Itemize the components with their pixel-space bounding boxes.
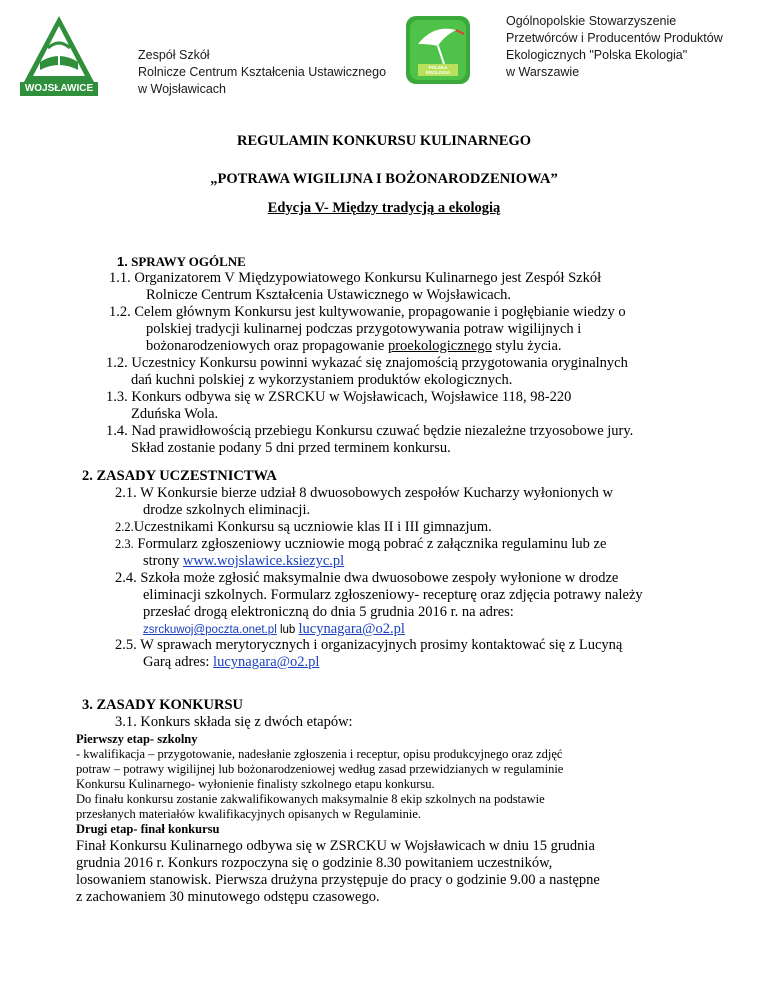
stage2-description: Finał Konkursu Kulinarnego odbywa się w ZSRCKU w Wojsławicach w dniu 15 grudnia grudnia 2016 r. Konkurs rozpoczyna się o godzinie 8.30 powitaniem uczestników, losowaniem stanowisk. Pierwsza drużyna przystępuje do pracy o godzinie 9.00 a następne z zachowaniem 30 minutowego odstępu czasowego. <box>76 838 600 905</box>
document-title: REGULAMIN KONKURSU KULINARNEGO <box>236 133 532 149</box>
polska-ekologia-stork-icon <box>404 14 472 86</box>
s1-item-2: 1.2. Celem głównym Konkursu jest kultywowanie, propagowanie i pogłębianie wiedzy o polskiej tradycji kulinarnej podczas przygotowywania potraw wigilijnych i bożonarodzeniowych oraz propagowanie proekologicznego stylu życia. <box>109 304 626 354</box>
s2-item-1: 2.1. W Konkursie bierze udział 8 dwuosobowych zespołów Kucharzy wyłonionych w drodze szkolnych eliminacji. <box>115 485 614 518</box>
s2-item-4: 2.4. Szkoła może zgłosić maksymalnie dwa dwuosobowe zespoły wyłonione w drodze eliminacji szkolnych. Formularz zgłoszeniowy- recepturę oraz zdjęcia potrawy należy przesłać drogą elektroniczną do dnia 5 grudnia 2016 r. na adres: zsrckuwoj@poczta.onet.pl lub lucynagara@o2.pl <box>115 570 643 637</box>
email-link-lucyna[interactable]: lucynagara@o2.pl <box>298 621 405 637</box>
school-logo-caption: WOJSŁAWICE <box>24 83 94 94</box>
polska-ekologia-caption: POLSKA EKOLOGIA <box>425 65 450 75</box>
contest-name: „POTRAWA WIGILIJNA I BOŻONARODZENIOWA” <box>210 171 558 187</box>
s3-item-1: 3.1. Konkurs składa się z dwóch etapów: <box>115 714 353 730</box>
edition-subtitle: Edycja V- Między tradycją a ekologią <box>267 200 501 216</box>
school-name: Zespół Szkół Rolnicze Centrum Kształcenia Ustawicznego w Wojsławicach <box>138 48 387 96</box>
email-link-lucyna-contact[interactable]: lucynagara@o2.pl <box>213 654 320 670</box>
section2-heading: 2. ZASADY UCZESTNICTWA <box>82 468 277 484</box>
section1-heading: 1. SPRAWY OGÓLNE <box>117 254 246 269</box>
email-link-zsrcku[interactable]: zsrckuwoj@poczta.onet.pl <box>143 624 277 636</box>
s2-item-3: 2.3. Formularz zgłoszeniowy uczniowie mogą pobrać z załącznika regulaminu lub ze strony www.wojslawice.ksiezyc.pl <box>115 536 607 569</box>
school-website-link[interactable]: www.wojslawice.ksiezyc.pl <box>182 553 345 569</box>
stage1-title: Pierwszy etap- szkolny <box>76 732 198 746</box>
section3-heading: 3. ZASADY KONKURSU <box>82 697 243 713</box>
association-name: Ogólnopolskie Stowarzyszenie Przetwórców i Producentów Produktów Ekologicznych "Polska Ekologia" w Warszawie <box>506 14 723 79</box>
stage1-description: - kwalifikacja – przygotowanie, nadesłanie zgłoszenia i receptur, opisu produkcyjnego oraz zdjęć potraw – potrawy wigilijnej lub bożonarodzeniowej według zasad przewidzianych w regulaminie Konkursu Kulinarnego- wyłonienie finalisty szkolnego etapu konkursu. Do finału konkursu zostanie zakwalifikowanych maksymalnie 8 ekip szkolnych na podstawie przesłanych materiałów kwalifikacyjnych opisanych w Regulaminie. <box>76 747 564 821</box>
stage2-title: Drugi etap- finał konkursu <box>76 822 220 836</box>
s2-item-2: 2.2.Uczestnikami Konkursu są uczniowie klas II i III gimnazjum. <box>115 519 492 535</box>
school-logo <box>18 12 100 98</box>
s1-item-3: 1.2. Uczestnicy Konkursu powinni wykazać się znajomością przygotowania oryginalnych dań kuchni polskiej z wykorzystaniem produktów ekologicznych. <box>106 355 628 388</box>
s2-item-5: 2.5. W sprawach merytorycznych i organizacyjnych prosimy kontaktować się z Lucyną Garą adres: lucynagara@o2.pl <box>115 637 623 670</box>
polska-ekologia-logo <box>404 14 472 86</box>
s1-item-4: 1.3. Konkurs odbywa się w ZSRCKU w Wojsławicach, Wojsławice 118, 98-220 Zduńska Wola. <box>106 389 572 422</box>
s1-item-1: 1.1. Organizatorem V Międzypowiatowego Konkursu Kulinarnego jest Zespół Szkół Rolnicze Centrum Kształcenia Ustawicznego w Wojsławicach. <box>109 270 602 303</box>
s1-item-5: 1.4. Nad prawidłowością przebiegu Konkursu czuwać będzie niezależne trzyosobowe jury. Skład zostanie podany 5 dni przed terminem konkursu. <box>106 423 634 456</box>
